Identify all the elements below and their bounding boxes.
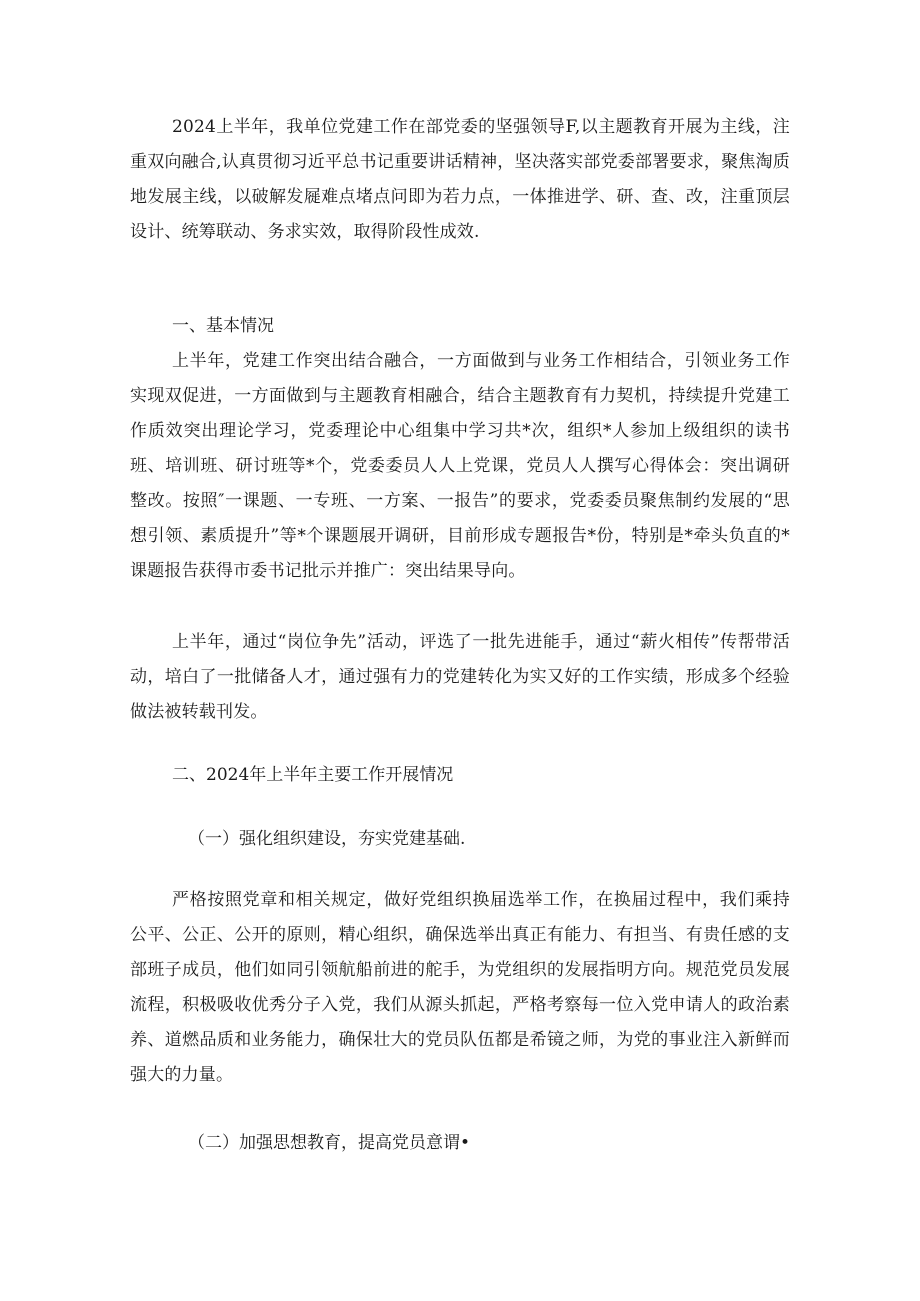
section-2-body-paragraph-1: 严格按照党章和相关规定，做好党组织换届选举工作，在换届过程中，我们乘持公平、公正、公开的原则，精心组织，确保选举出真正有能力、有担当、有贵任感的支部班子成员，他们如同引领航船前进的舵手，为党组织的发展指明方向。规范党员发展流程，积极吸收优秀分子入党，我们从源头抓起，严格考察每一位入党申请人的政治素养、道燃品质和业务能力，确保壮大的党员队伍都是希镜之师，为党的事业注入新鲜而强大的力量。 xyxy=(130,890,790,1085)
section-1-heading: 一、基本情况 xyxy=(172,316,274,336)
section-1-body-paragraph-2: 上半年，通过“岗位争先”活动，评选了一批先进能手，通过“薪火相传”传帮带活动，培白了一批储备人才，通过强有力的党建转化为实又好的工作实绩，形成多个经验做法被转载刊发。 xyxy=(130,632,790,722)
section-2-subheading-1: （一）强化组织建设，夯实党建基础. xyxy=(188,829,466,849)
section-2-heading: 二、2024年上半年主要工作开展情况 xyxy=(172,765,454,785)
section-1-body-paragraph-1: 上半年，党建工作突出结合融合，一方面做到与业务工作相结合，引领业务工作实现双促进，一方面做到与主题教育相融合，结合主题教育有力契机，持续提升党建工作质效突出理论学习，党委理论中心组集中学习共*次，组织*人参加上级组织的读书班、培训班、研讨班等*个，党委委员人人上党课，党员人人撰写心得体会：突出调研整改。按照″一课题、一专班、一方案、一报告”的要求，党委委员聚焦制约发展的“思想引领、素质提升”等*个课题展开调研，目前形成专题报告*份，特别是*牵头负直的*课题报告获得市委书记批示并推广：突出结果导向。 xyxy=(130,351,790,581)
intro-paragraph: 2024上半年，我单位党建工作在部党委的坚强领导F,以主题教育开展为主线，注重双向融合,认真贯彻习近平总书记重要讲话精神，坚决落实部党委部署要求，聚焦淘质地发展主线，以破解发屣难点堵点问即为若力点，一体推进学、研、查、改，注重顶层设计、统筹联动、务求实效，取得阶段性成效. xyxy=(130,117,790,242)
section-2-subheading-2: （二）加强思想教育，提高党员意谓• xyxy=(188,1133,471,1153)
